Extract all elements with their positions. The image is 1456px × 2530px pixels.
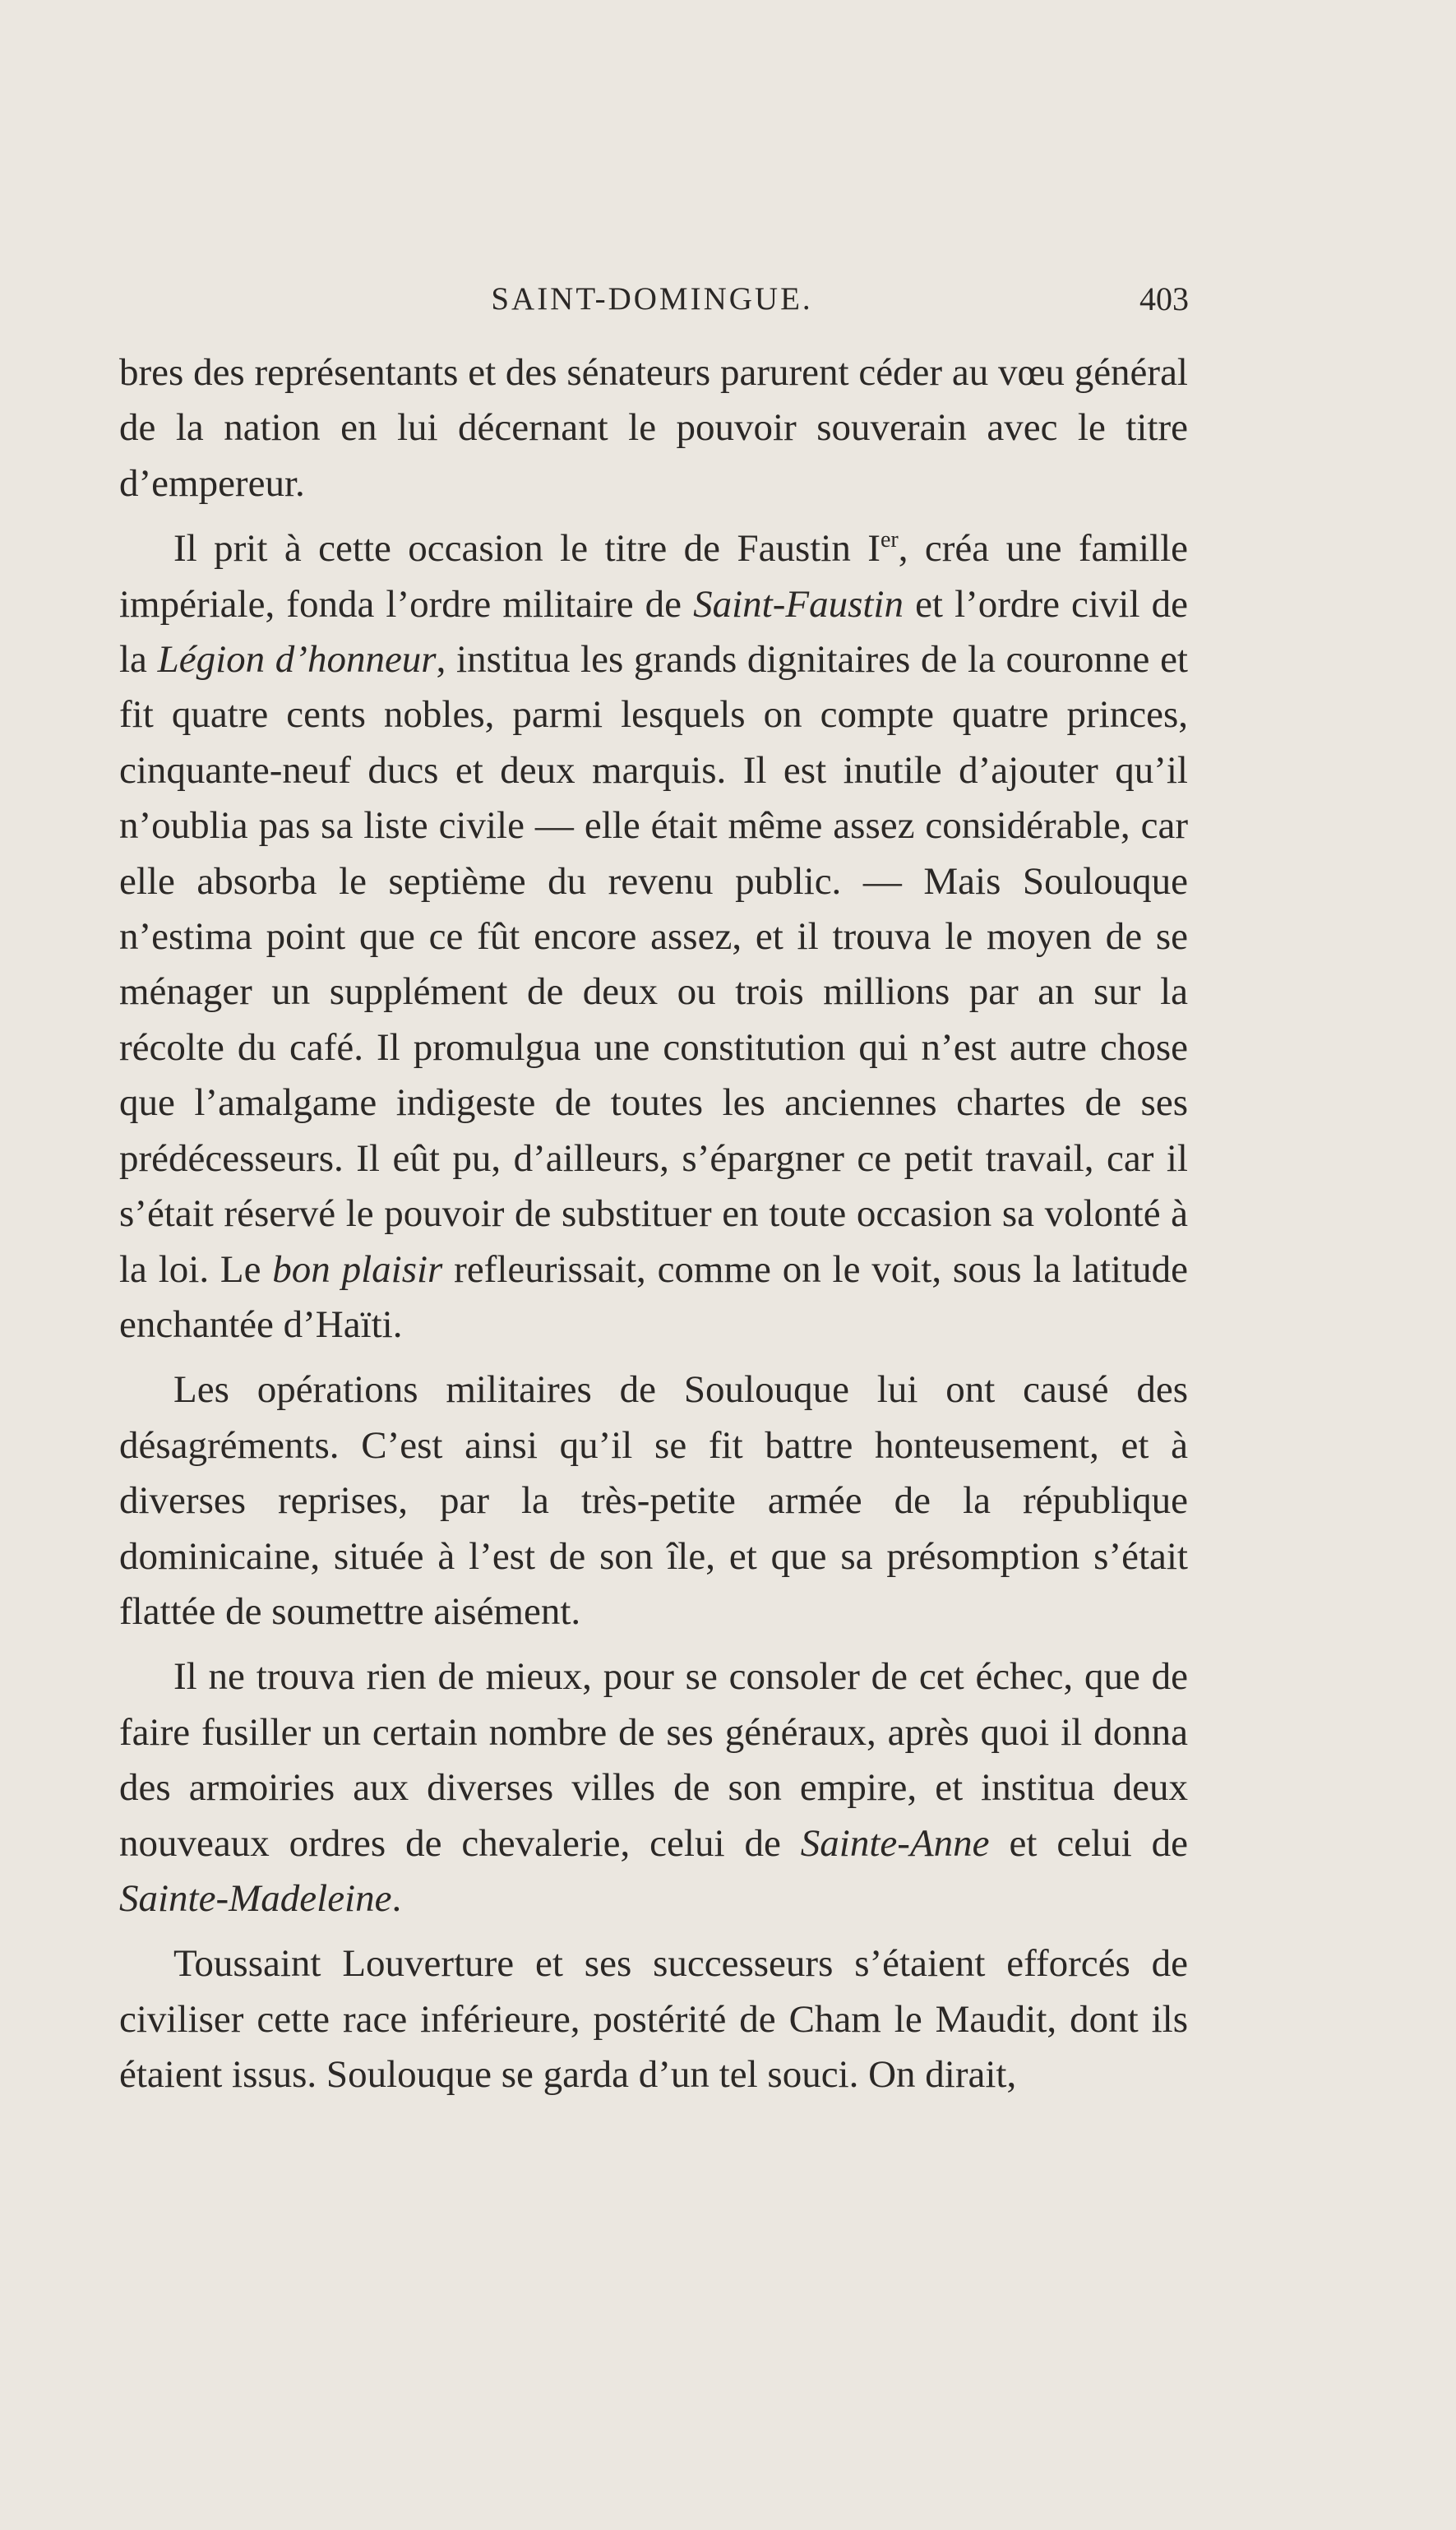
- italic-sainte-anne: Sainte-Anne: [800, 1821, 990, 1865]
- page-number: 403: [1139, 280, 1189, 317]
- paragraph-4-text-b: et celui de: [989, 1821, 1188, 1865]
- italic-bon-plaisir: bon plaisir: [272, 1247, 443, 1291]
- paragraph-2: [119, 521, 1188, 1353]
- paragraph-4: [119, 1649, 1188, 1926]
- body-text: [119, 345, 1188, 2103]
- italic-sainte-madeleine: Sainte-Madeleine: [119, 1876, 392, 1920]
- running-head: [115, 276, 1189, 322]
- italic-legion-honneur: Légion d’honneur: [157, 638, 437, 682]
- paragraph-1-text: bres des représentants et des sénateurs parurent céder au vœu général de la nation en lui décernant le pouvoir souverain avec le titre d’empereur.: [119, 351, 1188, 505]
- paragraph-4-text-c: .: [391, 1876, 402, 1920]
- paragraph-5: [119, 1936, 1188, 2102]
- paragraph-3: [119, 1362, 1188, 1640]
- paragraph-2-text-e: refleurissait, comme on le voit, sous la latitude enchantée d’Haïti.: [119, 1247, 1188, 1346]
- paragraph-3-text: Les opérations militaires de Soulouque lui ont causé des désagréments. C’est ainsi qu’il se fit battre honteusement, et à diverses reprises, par la très-petite armée de la république dominicaine, située à l’est de son île, et que sa présomption s’était flattée de soumettre aisément.: [119, 1368, 1188, 1633]
- paragraph-1: [119, 345, 1188, 511]
- paragraph-4-text-a: Il ne trouva rien de mieux, pour se consoler de cet échec, que de faire fusiller un certain nombre de ses généraux, après quoi il donna des armoiries aux diverses villes de son empire, et institua deux nouveaux ordres de chevalerie, celui de: [119, 1655, 1188, 1865]
- paragraph-2-text-b: , créa une famille impériale, fonda l’ordre militaire de: [119, 527, 1188, 626]
- italic-saint-faustin: Saint-Faustin: [693, 582, 904, 626]
- paragraph-2-text-d: , institua les grands dignitaires de la couronne et fit quatre cents nobles, parmi lesquels on compte quatre princes, cinquante-neuf ducs et deux marquis. Il est inutile d’ajouter qu’il n’oublia pas sa liste civile — elle était même assez considérable, car elle absorba le septième du revenu public. — Mais Soulouque n’estima point que ce fût encore assez, et il trouva le moyen de se ménager un supplément de deux ou trois millions par an sur la récolte du café. Il promulgua une constitution qui n’est autre chose que l’amalgame indigeste de toutes les anciennes chartes de ses prédécesseurs. Il eût pu, d’ailleurs, s’épargner ce petit travail, car il s’était réservé le pouvoir de substituer en toute occasion sa volonté à la loi. Le: [119, 638, 1188, 1291]
- paragraph-2-text-c: et l’ordre civil de la: [119, 582, 1188, 682]
- paragraph-2-text-a: Il prit à cette occasion le titre de Faustin I: [173, 527, 881, 571]
- running-title: SAINT-DOMINGUE.: [491, 281, 813, 317]
- superscript-er: er: [880, 527, 899, 553]
- paragraph-5-text: Toussaint Louverture et ses successeurs s’étaient efforcés de civiliser cette race inférieure, postérité de Cham le Maudit, dont ils étaient issus. Soulouque se garda d’un tel souci. On dirait,: [119, 1942, 1188, 2097]
